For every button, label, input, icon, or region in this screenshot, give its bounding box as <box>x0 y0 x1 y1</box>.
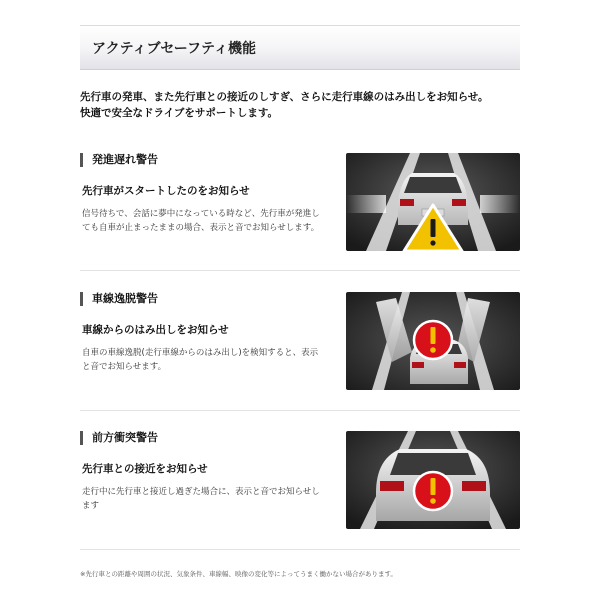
feature-title: 発進遅れ警告 <box>80 153 158 167</box>
feature-description-line: 走行中に先行車と接近し過ぎた場合に、表示と音でお知らせし <box>82 487 320 497</box>
feature-description-line: ても自車が止まったままの場合、表示と音でお知らせします。 <box>82 223 320 233</box>
start-delay-illustration <box>346 153 520 251</box>
page-title: アクティブセーフティ機能 <box>92 41 256 57</box>
feature-subtitle: 先行車がスタートしたのをお知らせ <box>82 185 250 197</box>
feature-description <box>82 485 330 513</box>
feature-lane-departure-warning <box>80 292 520 420</box>
feature-title: 前方衝突警告 <box>80 431 158 445</box>
intro-line-1: 先行車の発車、また先行車との接近のしすぎ、さらに走行車線のはみ出しをお知らせ。 <box>80 91 489 103</box>
feature-description-line: と音でお知らせます。 <box>82 362 167 372</box>
feature-subtitle: 先行車との接近をお知らせ <box>82 463 208 475</box>
footnote: ※先行車との距離や周囲の状況、気象条件、車線幅、映像の変化等によってうまく働かない場合があります。 <box>80 570 397 578</box>
section-divider <box>80 270 520 271</box>
section-header <box>80 26 520 70</box>
lane-departure-illustration <box>346 292 520 390</box>
feature-title: 車線逸脱警告 <box>80 292 158 306</box>
forward-collision-illustration <box>346 431 520 529</box>
feature-subtitle: 車線からのはみ出しをお知らせ <box>82 324 229 336</box>
feature-description-line: 信号待ちで、会話に夢中になっている時など、先行車が発進し <box>82 209 320 219</box>
feature-description <box>82 207 330 235</box>
feature-forward-collision-warning <box>80 431 520 559</box>
feature-description-line: ます <box>82 501 100 511</box>
intro-line-2: 快適で安全なドライブをサポートします。 <box>80 107 279 119</box>
section-divider <box>80 410 520 411</box>
intro-text <box>80 89 520 121</box>
feature-description <box>82 346 330 374</box>
feature-start-delay-warning <box>80 153 520 281</box>
feature-description-line: 自車の車線逸脱(走行車線からのはみ出し)を検知すると、表示 <box>82 348 319 358</box>
section-divider <box>80 549 520 550</box>
